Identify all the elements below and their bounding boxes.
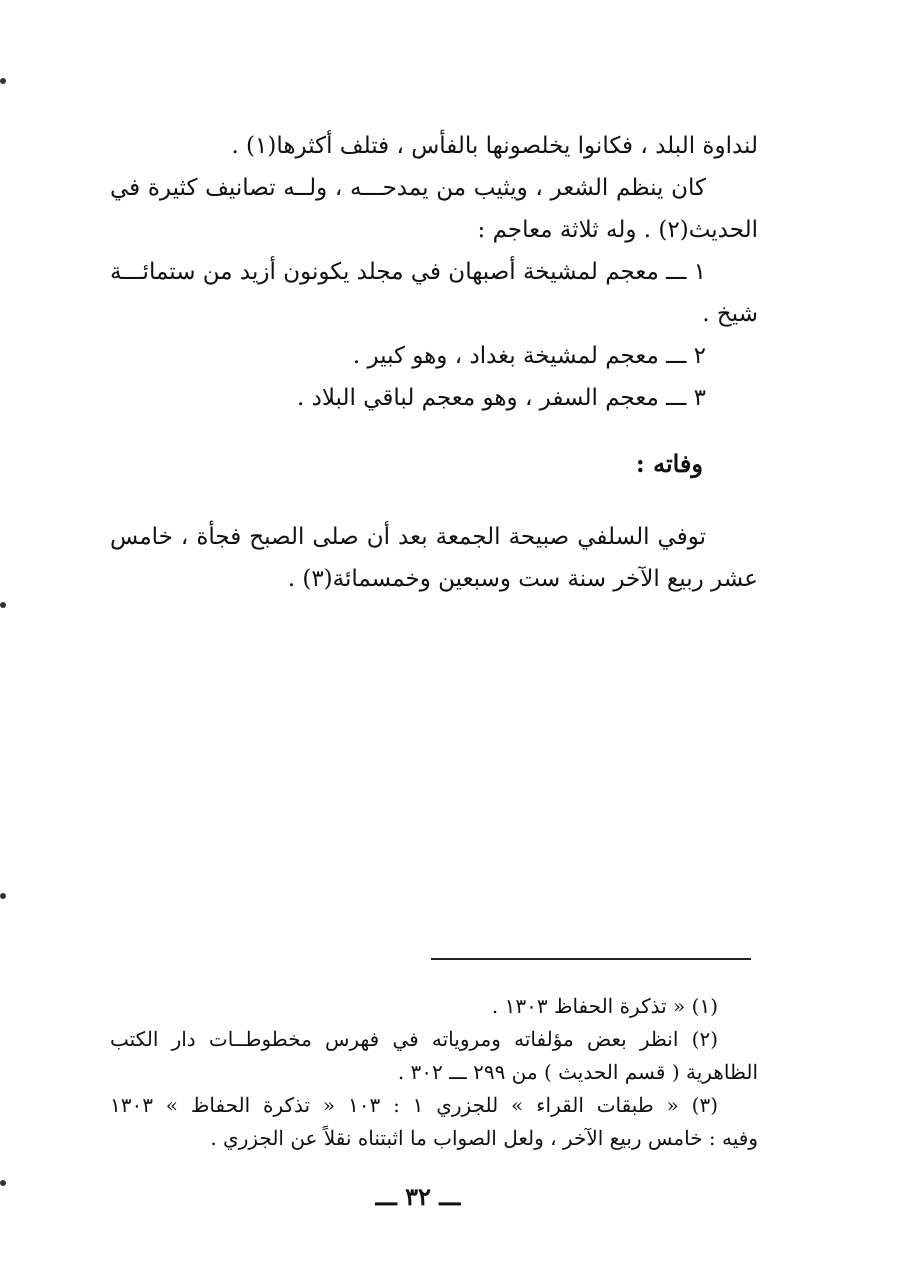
- footnote-1: (١) « تذكرة الحفاظ ١٣٠٣ .: [491, 994, 718, 1018]
- margin-mark: [0, 1180, 6, 1186]
- list-item-1-line-2: شيخ .: [702, 301, 758, 327]
- footnote-2-line-1: (٢) انظر بعض مؤلفاته ومروياته في فهرس مخطوطــات دار الكتب: [110, 1027, 718, 1051]
- paragraph-3-line-2: عشر ربيع الآخر سنة ست وسبعين وخمسمائة(٣) .: [287, 566, 758, 592]
- margin-mark: [0, 602, 6, 608]
- list-item-3: ٣ ـــ معجم السفر ، وهو معجم لباقي البلاد .: [296, 385, 706, 411]
- footnote-2-line-2: الظاهرية ( قسم الحديث ) من ٢٩٩ ـــ ٣٠٢ .: [397, 1060, 758, 1084]
- death-paragraph: [110, 516, 758, 600]
- list-item-2: ٢ ـــ معجم لمشيخة بغداد ، وهو كبير .: [352, 343, 706, 369]
- paragraph-3-line-1: توفي السلفي صبيحة الجمعة بعد أن صلى الصبح فجأة ، خامس: [110, 524, 706, 550]
- footnote-3-line-2: وفيه : خامس ربيع الآخر ، ولعل الصواب ما اثبتناه نقلاً عن الجزري .: [210, 1126, 758, 1150]
- page-number: ـــ ٣٢ ـــ: [375, 1182, 461, 1211]
- footnote-divider: [431, 958, 751, 960]
- section-heading-death: وفاته :: [635, 449, 703, 478]
- footnote-3-line-1: (٣) « طبقات القراء » للجزري ١ : ١٠٣ « تذكرة الحفاظ » ١٣٠٣: [110, 1093, 718, 1117]
- paragraph-2-line-1: كان ينظم الشعر ، ويثيب من يمدحـــه ، ولــه تصانيف كثيرة في: [110, 175, 706, 201]
- margin-mark: [0, 893, 6, 899]
- list-item-1-line-1: ١ ـــ معجم لمشيخة أصبهان في مجلد يكونون أزيد من ستمائـــة: [110, 259, 706, 285]
- footnotes: [110, 990, 758, 1155]
- paragraph-2-line-2: الحديث(٢) . وله ثلاثة معاجم :: [477, 217, 758, 243]
- paragraph-1-line-1: لنداوة البلد ، فكانوا يخلصونها بالفأس ، فتلف أكثرها(١) .: [231, 133, 758, 159]
- margin-mark: [0, 78, 6, 84]
- main-text: [110, 125, 758, 419]
